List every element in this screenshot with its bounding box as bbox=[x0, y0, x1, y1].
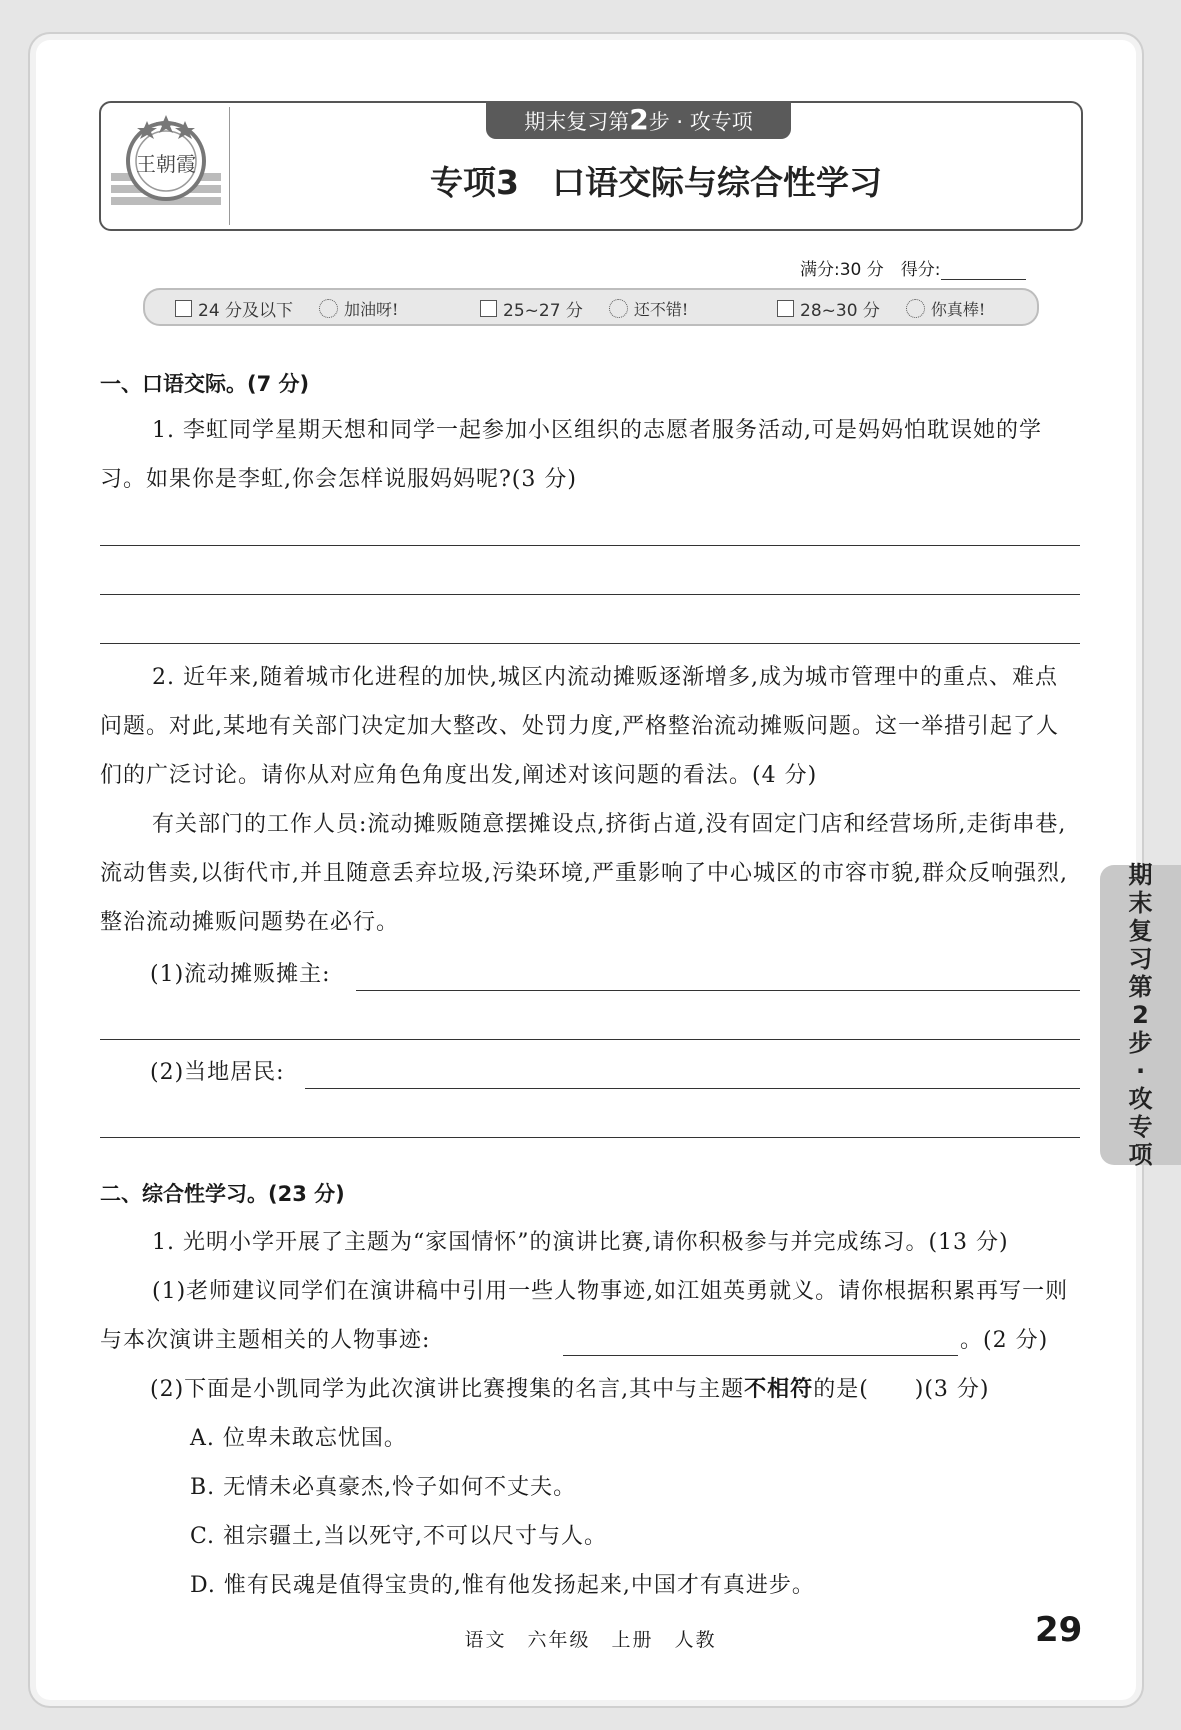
answer-line[interactable] bbox=[100, 1137, 1080, 1138]
score-blank[interactable] bbox=[941, 279, 1026, 280]
face-icon bbox=[609, 299, 628, 318]
header-tab-prefix: 期末复习第 bbox=[524, 110, 630, 134]
option-d: D. 惟有民魂是值得宝贵的,惟有他发扬起来,中国才有真进步。 bbox=[190, 1573, 815, 1598]
rating-checkbox[interactable] bbox=[175, 300, 192, 317]
rating-encourage: 还不错! bbox=[633, 300, 689, 319]
rating-encourage: 你真棒! bbox=[930, 300, 986, 319]
rating-checkbox[interactable] bbox=[777, 300, 794, 317]
header-tab-step: 2 bbox=[629, 103, 649, 136]
score-line bbox=[800, 255, 1026, 280]
rating-encourage: 加油呀! bbox=[344, 300, 399, 319]
section-heading: 二、综合性学习。(23 分) bbox=[100, 1182, 345, 1206]
answer-line[interactable] bbox=[100, 1039, 1080, 1040]
sub-question bbox=[150, 1365, 1080, 1414]
page-number: 29 bbox=[1035, 1610, 1083, 1650]
answer-line[interactable] bbox=[100, 643, 1080, 644]
rating-range: 28~30 分 bbox=[800, 301, 880, 321]
option-a: A. 位卑未敢忘忧国。 bbox=[190, 1426, 407, 1451]
header-box bbox=[99, 101, 1083, 231]
score-label: 满分:30 分 得分: bbox=[800, 260, 941, 280]
emphasis-text: 不相符 bbox=[744, 1377, 814, 1402]
sub-question: (2)当地居民: bbox=[150, 1060, 285, 1085]
answer-line[interactable] bbox=[305, 1088, 1080, 1089]
rating-checkbox[interactable] bbox=[480, 300, 497, 317]
header-tab bbox=[486, 101, 791, 139]
page-title: 专项3 口语交际与综合性学习 bbox=[430, 163, 882, 202]
sub-question-text: (1)老师建议同学们在演讲稿中引用一些人物事迹,如江姐英勇就义。请你根据积累再写一则与本次演讲主题相关的人物事迹: bbox=[100, 1279, 1069, 1353]
rating-item bbox=[480, 296, 688, 321]
section-heading: 一、口语交际。(7 分) bbox=[100, 372, 310, 396]
rating-bar bbox=[143, 288, 1039, 326]
answer-line[interactable] bbox=[356, 990, 1080, 991]
rating-range: 24 分及以下 bbox=[198, 301, 294, 321]
side-tab bbox=[1100, 861, 1181, 1169]
side-tab-label: 期末复习第2步·攻专项 bbox=[1128, 861, 1153, 1169]
sub-question: (1)流动摊贩摊主: bbox=[150, 962, 331, 987]
face-icon bbox=[906, 299, 925, 318]
rating-range: 25~27 分 bbox=[503, 301, 583, 321]
face-icon bbox=[319, 299, 338, 318]
sub-question-pre: (2)下面是小凯同学为此次演讲比赛搜集的名言,其中与主题 bbox=[150, 1377, 745, 1402]
context-text: 有关部门的工作人员:流动摊贩随意摆摊设点,挤街占道,没有固定门店和经营场所,走街串巷,流动售卖,以街代市,并且随意丢弃垃圾,污染环境,严重影响了中心城区的市容市貌,群众反响强烈,整治流动摊贩问题势在必行。 bbox=[100, 812, 1068, 935]
rating-item bbox=[777, 296, 985, 321]
question-text: 2. 近年来,随着城市化进程的加快,城区内流动摊贩逐渐增多,成为城市管理中的重点、难点问题。对此,某地有关部门决定加大整改、处罚力度,严格整治流动摊贩问题。这一举措引起了人们的广泛讨论。请你从对应角色角度出发,阐述对该问题的看法。(4 分) bbox=[100, 665, 1059, 788]
answer-line[interactable] bbox=[100, 594, 1080, 595]
footer-info: 语文 六年级 上册 人教 bbox=[464, 1629, 717, 1651]
rating-item bbox=[175, 296, 398, 321]
score-note: 。(2 分) bbox=[960, 1328, 1049, 1353]
option-b: B. 无情未必真豪杰,怜子如何不丈夫。 bbox=[190, 1475, 577, 1500]
question-text: 1. 李虹同学星期天想和同学一起参加小区组织的志愿者服务活动,可是妈妈怕耽误她的学习。如果你是李虹,你会怎样说服妈妈呢?(3 分) bbox=[100, 418, 1042, 492]
answer-line[interactable] bbox=[563, 1355, 958, 1356]
option-c: C. 祖宗疆土,当以死守,不可以尺寸与人。 bbox=[190, 1524, 608, 1549]
header-tab-suffix: 步 · 攻专项 bbox=[648, 110, 753, 134]
answer-line[interactable] bbox=[100, 545, 1080, 546]
sub-question bbox=[100, 1267, 1080, 1365]
question-text: 1. 光明小学开展了主题为“家国情怀”的演讲比赛,请你积极参与并完成练习。(13 分) bbox=[152, 1230, 1009, 1255]
svg-text:王朝霞: 王朝霞 bbox=[136, 152, 196, 176]
sub-question-post: 的是( )(3 分) bbox=[813, 1377, 990, 1402]
